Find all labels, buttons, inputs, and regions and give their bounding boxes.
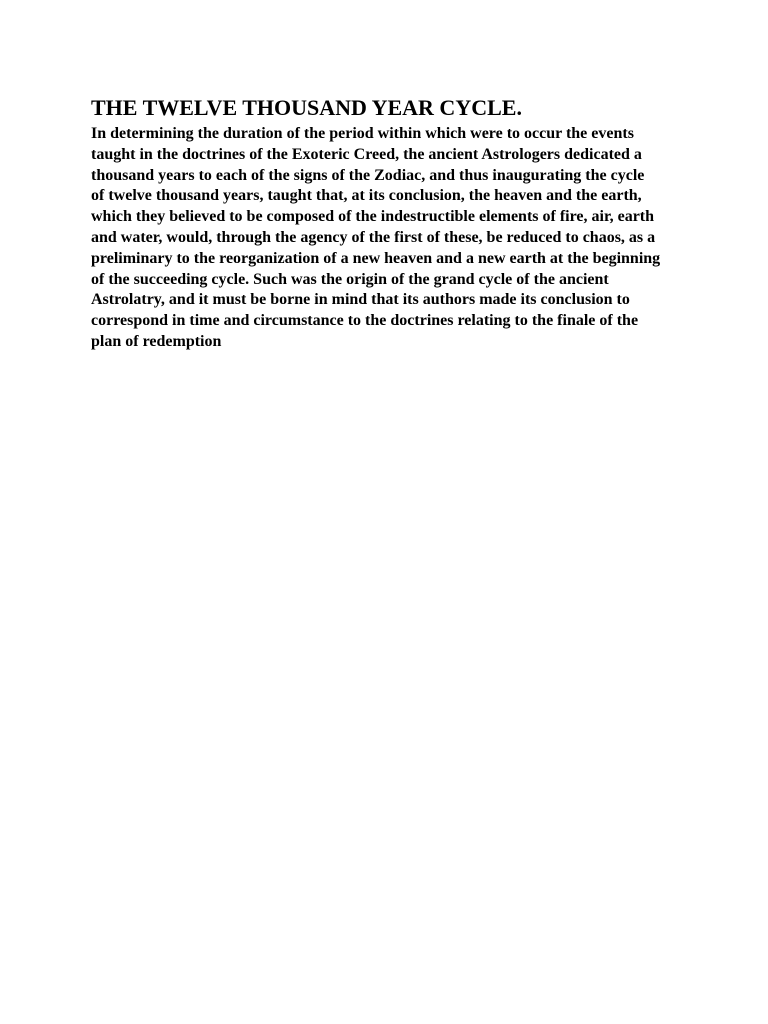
paragraph-line: which they believed to be composed of the indestructible elements of fire, air, earth — [91, 208, 655, 226]
paragraph-line: taught in the doctrines of the Exoteric Creed, the ancient Astrologers dedicated a — [91, 145, 642, 163]
document-content — [91, 96, 691, 353]
paragraph-line: plan of redemption — [91, 332, 222, 350]
paragraph-line: of twelve thousand years, taught that, at its conclusion, the heaven and the earth, — [91, 187, 642, 205]
paragraph-line: of the succeeding cycle. Such was the origin of the grand cycle of the ancient — [91, 270, 609, 288]
paragraph-line: preliminary to the reorganization of a new heaven and a new earth at the beginning — [91, 249, 661, 267]
document-title: THE TWELVE THOUSAND YEAR CYCLE. — [91, 95, 522, 120]
paragraph-line: and water, would, through the agency of the first of these, be reduced to chaos, as a — [91, 228, 656, 246]
paragraph-line: In determining the duration of the period within which were to occur the events — [91, 125, 634, 142]
paragraph-line: thousand years to each of the signs of the Zodiac, and thus inaugurating the cycle — [91, 166, 645, 184]
paragraph-line: correspond in time and circumstance to the doctrines relating to the finale of the — [91, 312, 639, 330]
body-paragraph — [91, 124, 691, 353]
paragraph-line: Astrolatry, and it must be borne in mind that its authors made its conclusion to — [91, 291, 630, 309]
